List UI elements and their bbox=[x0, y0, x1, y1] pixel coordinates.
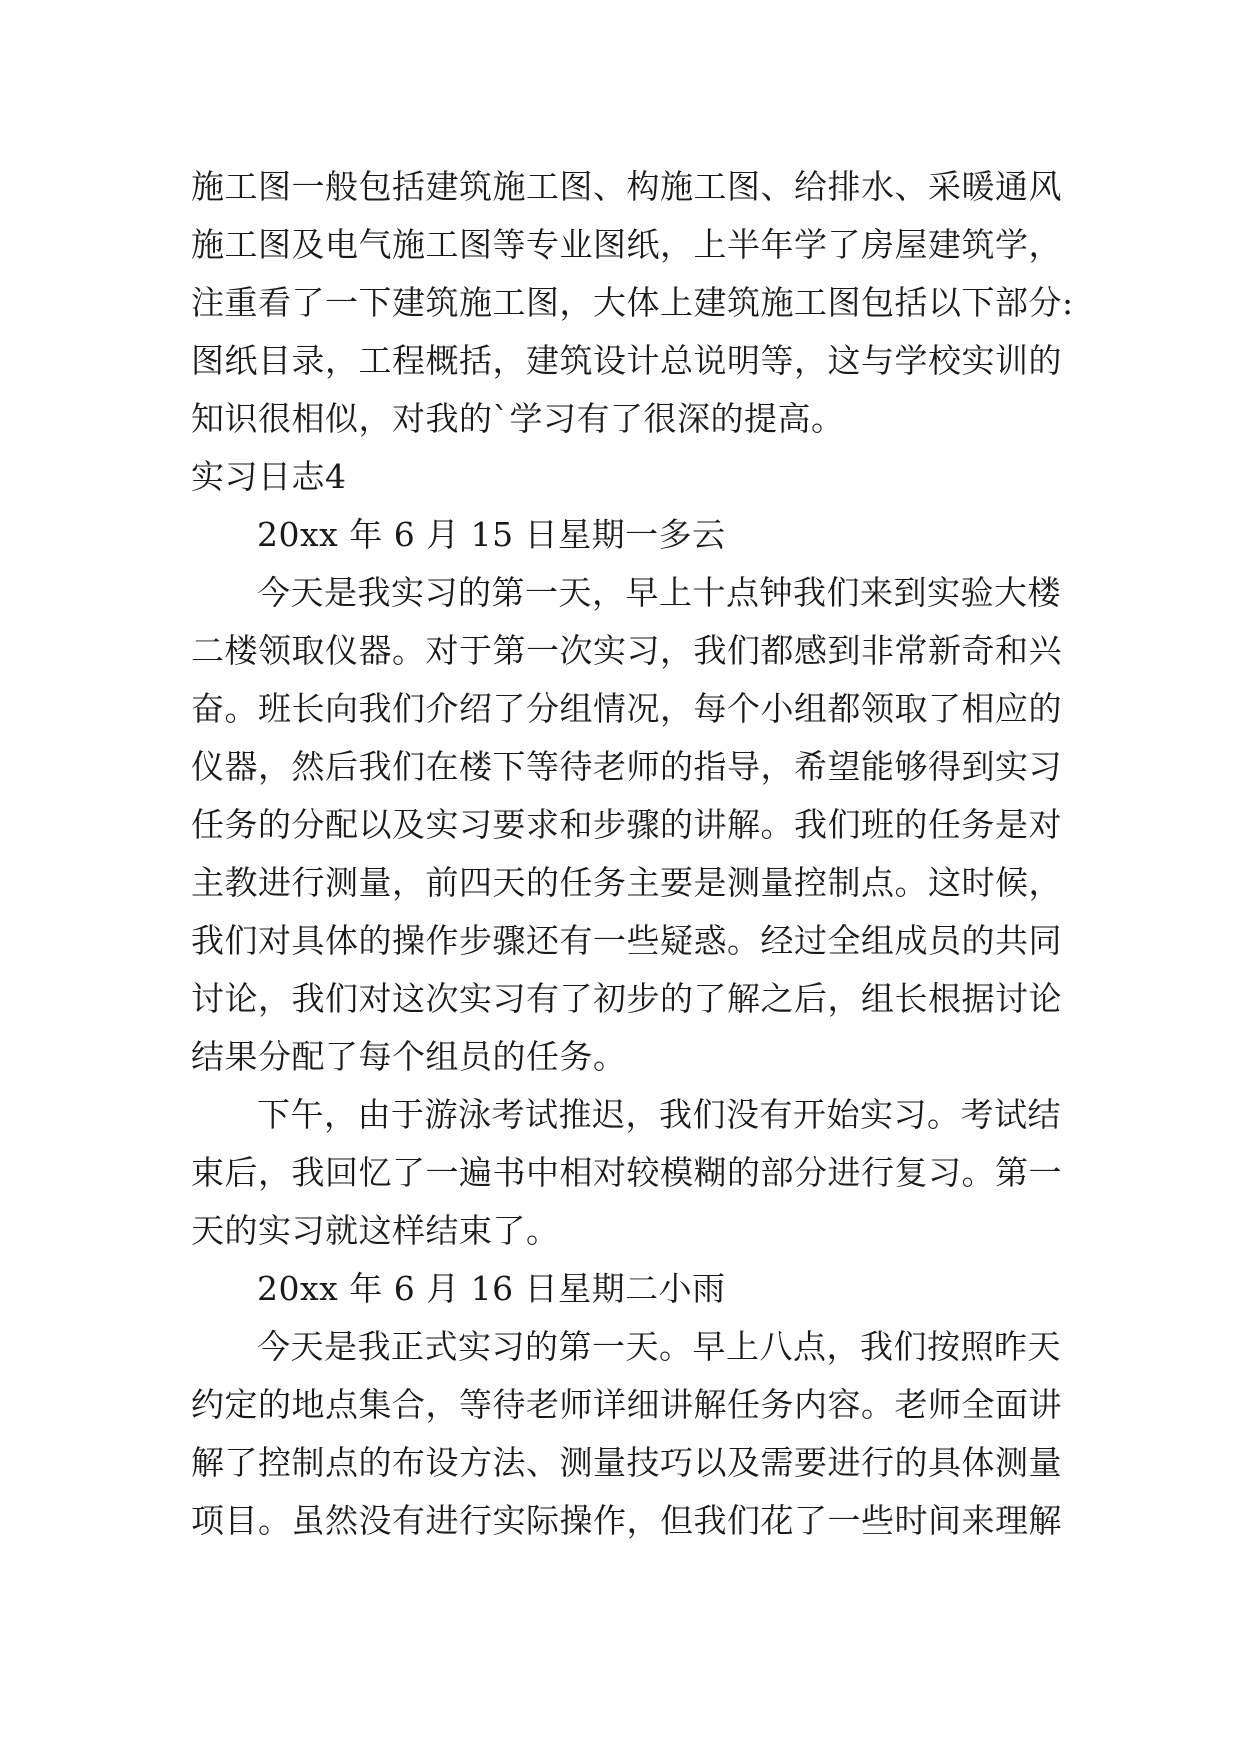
text-line: 二楼领取仪器。对于第一次实习，我们都感到非常新奇和兴 bbox=[191, 631, 1062, 670]
text-line: 奋。班长向我们介绍了分组情况，每个小组都领取了相应的 bbox=[191, 689, 1062, 728]
text-line: 约定的地点集合，等待老师详细讲解任务内容。老师全面讲 bbox=[191, 1385, 1062, 1424]
text-line: 知识很相似，对我的`学习有了很深的提高。 bbox=[191, 399, 845, 438]
text-line: 项目。虽然没有进行实际操作，但我们花了一些时间来理解 bbox=[191, 1501, 1062, 1540]
text-line: 图纸目录，工程概括，建筑设计总说明等，这与学校实训的 bbox=[191, 341, 1062, 380]
text-line: 解了控制点的布设方法、测量技巧以及需要进行的具体测量 bbox=[191, 1443, 1062, 1482]
text-line: 主教进行测量，前四天的任务主要是测量控制点。这时候， bbox=[191, 863, 1062, 902]
text-line: 结果分配了每个组员的任务。 bbox=[191, 1037, 627, 1076]
text-line: 今天是我正式实习的第一天。早上八点，我们按照昨天 bbox=[257, 1327, 1061, 1366]
text-line: 仪器，然后我们在楼下等待老师的指导，希望能够得到实习 bbox=[191, 747, 1062, 786]
text-line: 讨论，我们对这次实习有了初步的了解之后，组长根据讨论 bbox=[191, 979, 1062, 1018]
text-line: 天的实习就这样结束了。 bbox=[191, 1211, 560, 1250]
document-body bbox=[191, 158, 1074, 1550]
text-line: 注重看了一下建筑施工图，大体上建筑施工图包括以下部分: bbox=[191, 283, 1074, 322]
text-line: 施工图及电气施工图等专业图纸，上半年学了房屋建筑学， bbox=[191, 225, 1062, 264]
text-line: 束后，我回忆了一遍书中相对较模糊的部分进行复习。第一 bbox=[191, 1153, 1062, 1192]
section-heading: 实习日志4 bbox=[191, 457, 347, 496]
text-line: 任务的分配以及实习要求和步骤的讲解。我们班的任务是对 bbox=[191, 805, 1062, 844]
date-line: 20xx 年 6 月 16 日星期二小雨 bbox=[257, 1269, 726, 1308]
text-line: 今天是我实习的第一天，早上十点钟我们来到实验大楼 bbox=[257, 573, 1061, 612]
text-line: 施工图一般包括建筑施工图、构施工图、给排水、采暖通风 bbox=[191, 167, 1062, 206]
text-line: 下午，由于游泳考试推迟，我们没有开始实习。考试结 bbox=[257, 1095, 1061, 1134]
text-line: 我们对具体的操作步骤还有一些疑惑。经过全组成员的共同 bbox=[191, 921, 1062, 960]
date-line: 20xx 年 6 月 15 日星期一多云 bbox=[257, 515, 726, 554]
